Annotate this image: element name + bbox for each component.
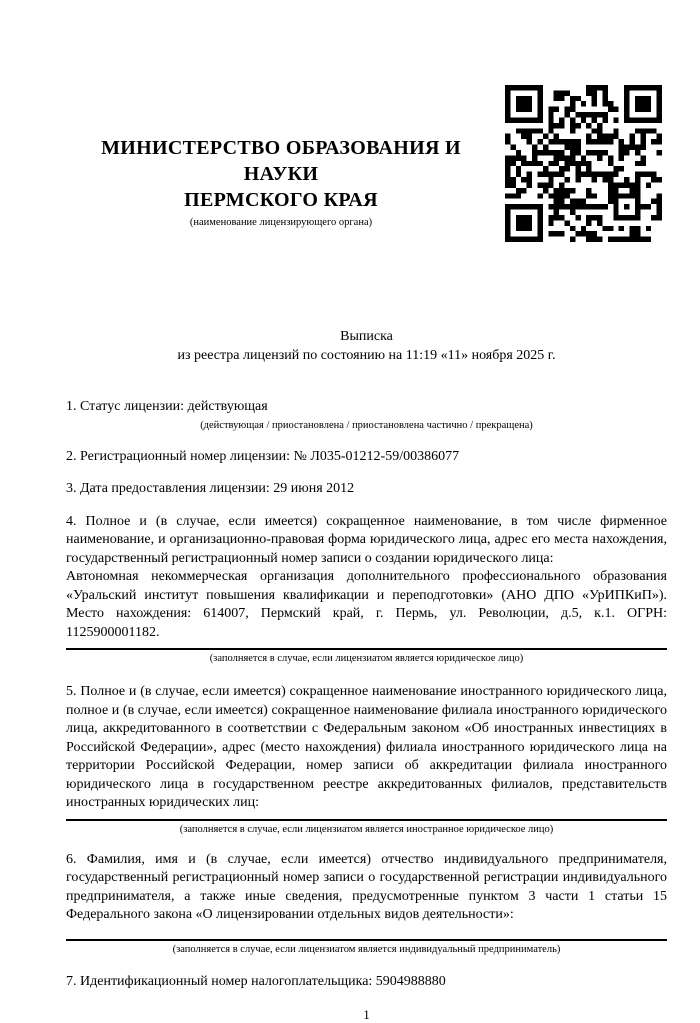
legal-entity-intro: 4. Полное и (в случае, если имеется) сокращенное наименование, в том числе фирменное наименование, и организационно-правовая форма юридического лица, адрес его места нахождения, государственный регистрационный номер записи о создании юридического лица:	[66, 513, 667, 566]
licensing-authority-caption: (наименование лицензирующего органа)	[189, 217, 373, 228]
foreign-entity-text: 5. Полное и (в случае, если имеется) сокращенное наименование иностранного юридического лица, полное и (в случае, если имеется) сокращенное наименование филиала иностранного юридического лица, аккредитованного в соответствии с Федеральным законом «Об иностранных инвестициях в Российской Федерации», адрес (место нахождения) филиала иностранного юридического лица на территории Российской Федерации, номер записи об аккредитации филиала иностранного юридического лица в государственном реестре аккредитованных филиалов, представительств иностранных юридических лиц:	[66, 684, 667, 810]
individual-entrepreneur-text: 6. Фамилия, имя и (в случае, если имеется) отчество индивидуального предпринимателя, государственный регистрационный номер записи о государственной регистрации индивидуального предпринимателя, а также иные сведения, предусмотренные пунктом 3 части 1 статьи 15 Федерального закона «О лицензировании отдельных видов деятельности»:	[66, 851, 667, 922]
section-taxpayer-id	[66, 973, 667, 992]
page-number: 1	[363, 1007, 370, 1022]
license-status-text: 1. Статус лицензии: действующая	[66, 399, 268, 414]
taxpayer-id-text: 7. Идентификационный номер налогоплательщика: 5904988880	[66, 973, 446, 989]
fill-in-rule	[66, 648, 667, 650]
ministry-name-line1: МИНИСТЕРСТВО ОБРАЗОВАНИЯ И НАУКИ	[101, 137, 461, 185]
individual-entrepreneur-rule-caption: (заполняется в случае, если лицензиатом является индивидуальный предприниматель)	[172, 943, 561, 955]
legal-entity-value: Автономная некоммерческая организация дополнительного профессионального образования «Уральский институт повышения квалификации и переподготовки» (АНО ДПО «УрИПКиП»). Место нахождения: 614007, Пермский край, г. Пермь, ул. Революции, д.5, к.1. ОГРН: 1125900001182.	[66, 569, 667, 640]
section-individual-entrepreneur	[66, 851, 667, 956]
legal-entity-rule-caption: (заполняется в случае, если лицензиатом является юридическое лицо)	[209, 653, 524, 664]
foreign-entity-rule-caption: (заполняется в случае, если лицензиатом является иностранное юридическое лицо)	[179, 823, 554, 835]
section-legal-entity	[66, 513, 667, 666]
license-date-text: 3. Дата предоставления лицензии: 29 июня 2012	[66, 481, 355, 496]
ministry-name-line2: ПЕРМСКОГО КРАЯ	[184, 189, 378, 211]
licensing-authority-block	[66, 135, 496, 229]
section-registration-number	[66, 448, 667, 467]
registration-number-text: 2. Регистрационный номер лицензии: № Л035-01212-59/00386077	[66, 448, 460, 464]
document-title-line2: из реестра лицензий по состоянию на 11:19 «11» ноября 2025 г.	[177, 347, 556, 363]
fill-in-rule	[66, 939, 667, 941]
fill-in-rule	[66, 819, 667, 821]
document-title	[66, 328, 667, 365]
document-body	[66, 0, 667, 1023]
section-license-date	[66, 480, 667, 499]
section-license-status	[66, 398, 667, 432]
document-title-line1: Выписка	[340, 329, 393, 344]
section-foreign-entity	[66, 683, 667, 836]
license-status-options-caption: (действующая / приостановлена / приостановлена частично / прекращена)	[200, 419, 533, 431]
